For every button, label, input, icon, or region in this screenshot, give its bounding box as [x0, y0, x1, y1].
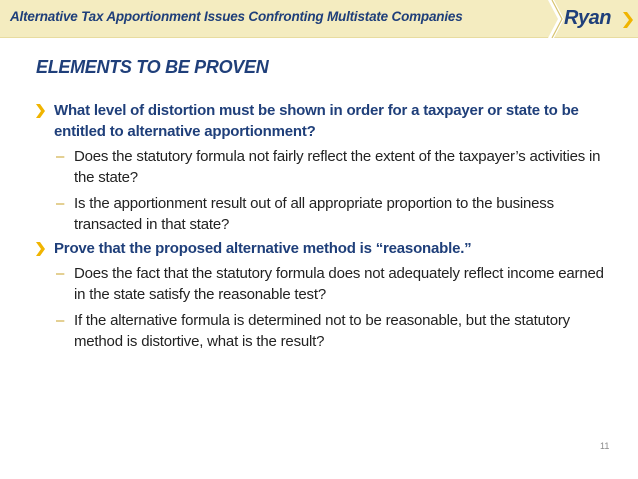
ryan-logo: Ryan	[564, 7, 611, 29]
bullet-item	[36, 238, 606, 259]
dash-marker: –	[56, 148, 65, 165]
bullet-item	[36, 100, 606, 142]
sub-item	[36, 310, 606, 352]
bullet-list	[36, 100, 606, 352]
presentation-title: Alternative Tax Apportionment Issues Confronting Multistate Companies	[10, 9, 463, 24]
page-number: 11	[600, 441, 610, 451]
dash-marker: –	[56, 195, 65, 212]
sub-item-text: Does the statutory formula not fairly reflect the extent of the taxpayer’s activities in the state?	[74, 148, 601, 186]
sub-item	[36, 146, 606, 188]
chevron-bullet-icon	[36, 104, 45, 118]
sub-item-text: If the alternative formula is determined not to be reasonable, but the statutory method is distortive, what is the result?	[74, 312, 570, 350]
bullet-text: What level of distortion must be shown in order for a taxpayer or state to be entitled to alternative apportionment?	[54, 102, 579, 140]
section-title: ELEMENTS TO BE PROVEN	[36, 57, 269, 77]
dash-marker: –	[56, 312, 65, 329]
sub-item	[36, 263, 606, 305]
ryan-chevron-icon	[622, 11, 634, 29]
chevron-bullet-icon	[36, 242, 45, 256]
bullet-text: Prove that the proposed alternative method is “reasonable.”	[54, 240, 472, 257]
sub-item-text: Does the fact that the statutory formula does not adequately reflect income earned in the state satisfy the reasonable test?	[74, 265, 604, 303]
header-bar	[0, 0, 638, 38]
sub-item-text: Is the apportionment result out of all appropriate proportion to the business transacted in that state?	[74, 195, 554, 233]
sub-item	[36, 193, 606, 235]
dash-marker: –	[56, 265, 65, 282]
